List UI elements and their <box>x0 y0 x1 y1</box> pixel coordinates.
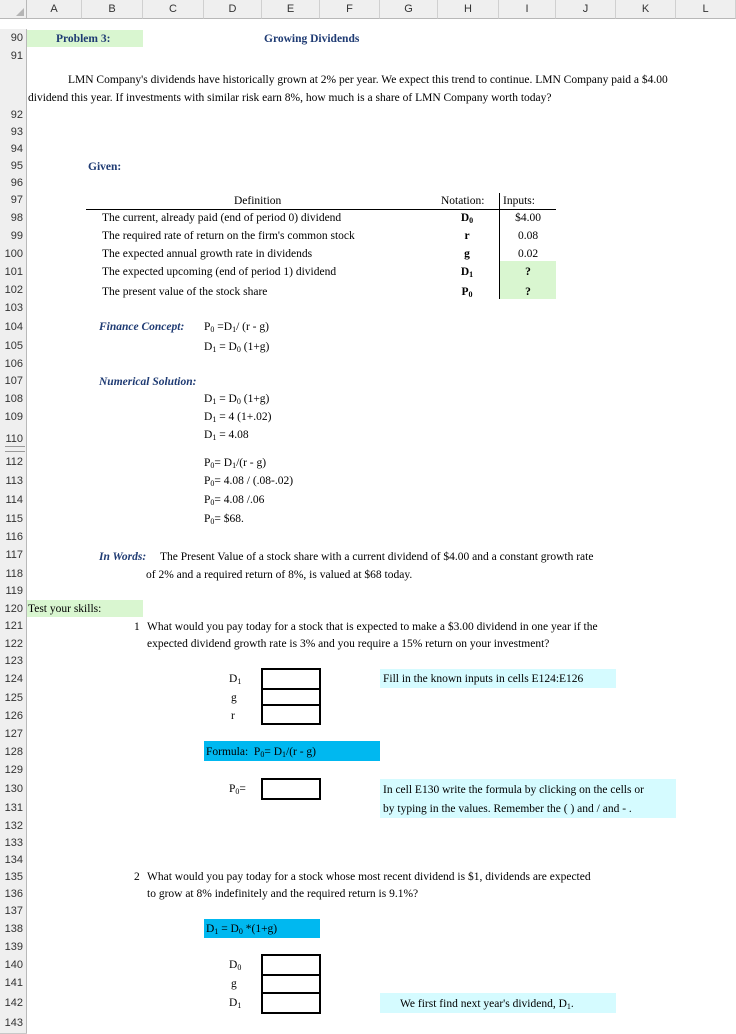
q1-input-label-g: g <box>231 692 237 704</box>
row-header[interactable]: 129 <box>0 761 27 779</box>
row-header[interactable]: 107 <box>0 373 27 390</box>
in-words-label: In Words: <box>99 551 147 563</box>
row-header[interactable]: 95 <box>0 157 27 175</box>
q2-line2: to grow at 8% indefinitely and the required return is 9.1%? <box>147 888 419 900</box>
inputs-header: Inputs: <box>503 195 535 207</box>
q1-input-label-d1: $D_1$ <box>229 673 242 686</box>
row-header[interactable]: 113 <box>0 472 27 491</box>
given-label: Given: <box>88 161 122 173</box>
row-header[interactable]: 122 <box>0 635 27 653</box>
q2-input-g[interactable] <box>261 974 321 994</box>
q2-input-d0[interactable] <box>261 954 321 976</box>
q1-hint2-line2: by typing in the values. Remember the ( ) and / and - . <box>383 803 632 815</box>
q1-p0-input[interactable] <box>261 778 321 800</box>
row-header[interactable]: 134 <box>0 852 27 869</box>
row-header[interactable]: 93 <box>0 123 27 141</box>
concept-formula-1: $P_0 =D_1/$ (r - g) <box>204 321 269 334</box>
given-definition: The required rate of return on the firm's common stock <box>102 230 355 242</box>
given-input-value[interactable]: 0.02 <box>517 248 539 260</box>
q1-p0-label: $P_0=$ <box>229 783 246 796</box>
row-header[interactable]: 127 <box>0 725 27 743</box>
row-header[interactable]: 109 <box>0 408 27 426</box>
row-header[interactable]: 114 <box>0 491 27 510</box>
column-header-k[interactable]: K <box>616 0 676 19</box>
given-definition: The present value of the stock share <box>102 286 268 298</box>
question-text: LMN Company's dividends have historically grown at 2% per year. We expect this trend to continue. LMN Company paid a $4.00 dividend this year. If investments with similar risk earn 8%, how much is a share of LMN Company worth today? <box>28 74 668 104</box>
row-header[interactable]: 117 <box>0 546 27 565</box>
row-header[interactable]: 91 <box>0 47 27 65</box>
hidden-row-marker <box>5 446 25 452</box>
row-header[interactable]: 116 <box>0 528 27 546</box>
problem-title: Growing Dividends <box>264 33 360 45</box>
column-header-f[interactable]: F <box>320 0 380 19</box>
in-words-line1: The Present Value of a stock share with a current dividend of $4.00 and a constant growth rate <box>160 551 594 563</box>
row-header[interactable]: 141 <box>0 974 27 993</box>
row-header[interactable]: 135 <box>0 869 27 886</box>
row-header[interactable]: 96 <box>0 175 27 192</box>
given-definition: The expected annual growth rate in dividends <box>102 248 313 260</box>
row-header[interactable]: 100 <box>0 245 27 263</box>
q1-number: 1 <box>134 621 140 633</box>
q1-line1: What would you pay today for a stock that is expected to make a $3.00 dividend in one year if the <box>147 621 598 633</box>
given-input-value[interactable]: ? <box>525 286 531 298</box>
q1-input-r[interactable] <box>261 704 321 725</box>
solution-line: $D_1 = 4$ (1+.02) <box>204 411 272 424</box>
solution-line: $P_0= D_1/(r - g)$ <box>204 457 267 470</box>
q2-input-d1[interactable] <box>261 992 321 1014</box>
solution-line: $P_0=$ $68. <box>204 513 244 526</box>
concept-formula-2: $D_1 = D_0$ (1+g) <box>204 341 270 354</box>
column-header-e[interactable]: E <box>262 0 320 19</box>
column-header-c[interactable]: C <box>143 0 204 19</box>
column-header-g[interactable]: G <box>380 0 438 19</box>
solution-line: $D_1 = D_0$ (1+g) <box>204 393 270 406</box>
q2-formula: $D_1 = D_0$ *(1+g) <box>206 923 278 936</box>
given-notation: $D_0$ <box>460 212 474 225</box>
q2-line1: What would you pay today for a stock whose most recent dividend is $1, dividends are expected <box>147 871 591 883</box>
row-header[interactable]: 115 <box>0 510 27 528</box>
given-definition: The expected upcoming (end of period 1) dividend <box>102 266 337 278</box>
q1-hint2-line1: In cell E130 write the formula by clicking on the cells or <box>383 784 644 796</box>
column-header-d[interactable]: D <box>204 0 262 19</box>
given-notation: $P_0$ <box>461 286 473 299</box>
q2-input-label-g: g <box>231 978 237 990</box>
row-header[interactable]: 142 <box>0 993 27 1013</box>
given-notation: $D_1$ <box>460 266 474 279</box>
select-all-corner[interactable] <box>0 0 27 19</box>
q1-line2: expected dividend growth rate is 3% and you require a 15% return on your investment? <box>147 638 550 650</box>
row-header[interactable]: 108 <box>0 390 27 408</box>
row-header[interactable]: 97 <box>0 192 27 209</box>
q2-hint: We first find next year's dividend, $D_1$. <box>400 998 574 1011</box>
row-header[interactable]: 102 <box>0 281 27 299</box>
row-header[interactable]: 92 <box>0 65 27 123</box>
row-header[interactable]: 120 <box>0 600 27 618</box>
row-header[interactable]: 133 <box>0 835 27 852</box>
inputs-divider <box>499 193 500 299</box>
row-header[interactable]: 140 <box>0 956 27 974</box>
in-words-line2: of 2% and a required return of 8%, is valued at $68 today. <box>146 569 413 581</box>
row-header[interactable]: 121 <box>0 618 27 635</box>
row-header[interactable]: 125 <box>0 689 27 707</box>
solution-line: $P_0= 4.08 / (.08-.02)$ <box>204 475 294 488</box>
row-header[interactable]: 128 <box>0 743 27 761</box>
row-header[interactable]: 136 <box>0 886 27 903</box>
row-header[interactable]: 126 <box>0 707 27 725</box>
row-header[interactable]: 110 <box>0 426 27 452</box>
notation-header: Notation: <box>441 195 485 207</box>
column-header-i[interactable]: I <box>499 0 556 19</box>
row-header[interactable]: 137 <box>0 903 27 920</box>
row-header[interactable]: 131 <box>0 799 27 817</box>
given-definition: The current, already paid (end of period 0) dividend <box>102 212 342 224</box>
test-skills-label: Test your skills: <box>28 603 102 615</box>
column-header-a[interactable]: A <box>27 0 82 19</box>
q1-input-d1[interactable] <box>261 668 321 690</box>
column-header-b[interactable]: B <box>82 0 143 19</box>
solution-label: Numerical Solution: <box>99 376 197 388</box>
column-header-l[interactable]: L <box>676 0 736 19</box>
row-header[interactable]: 103 <box>0 299 27 317</box>
row-header[interactable]: 139 <box>0 938 27 956</box>
given-input-value[interactable]: ? <box>525 266 531 278</box>
row-header[interactable]: 101 <box>0 263 27 281</box>
row-header[interactable]: 104 <box>0 317 27 337</box>
row-header[interactable]: 119 <box>0 583 27 600</box>
q2-number: 2 <box>134 871 140 883</box>
problem-label: Problem 3: <box>56 33 111 45</box>
row-header[interactable]: 106 <box>0 355 27 373</box>
row-header[interactable]: 130 <box>0 779 27 799</box>
row-header[interactable]: 118 <box>0 565 27 583</box>
row-header[interactable]: 132 <box>0 817 27 835</box>
row-header[interactable]: 105 <box>0 337 27 355</box>
row-header[interactable]: 94 <box>0 141 27 157</box>
row-header[interactable]: 99 <box>0 227 27 245</box>
definition-header: Definition <box>234 195 282 207</box>
row-header[interactable]: 98 <box>0 209 27 227</box>
row-header[interactable]: 124 <box>0 670 27 689</box>
q2-input-label-d1: $D_1$ <box>229 997 242 1010</box>
given-notation: r <box>464 230 470 242</box>
row-header[interactable]: 138 <box>0 920 27 938</box>
concept-label: Finance Concept: <box>99 321 185 333</box>
q1-formula: Formula: $P_0= D_1/(r - g)$ <box>206 746 317 759</box>
q1-input-label-r: r <box>231 710 235 722</box>
q2-input-label-d0: $D_0$ <box>229 959 242 972</box>
column-header-j[interactable]: J <box>556 0 616 19</box>
row-header[interactable]: 143 <box>0 1013 27 1033</box>
q1-hint-inputs: Fill in the known inputs in cells E124:E126 <box>383 673 584 685</box>
given-notation: g <box>464 248 470 260</box>
given-input-value[interactable]: 0.08 <box>517 230 539 242</box>
given-input-value[interactable]: $4.00 <box>515 212 541 224</box>
row-header[interactable]: 112 <box>0 452 27 472</box>
solution-line: $P_0= 4.08$ /.06 <box>204 494 265 507</box>
solution-line: $D_1 = 4.08$ <box>204 429 249 442</box>
row-header[interactable]: 90 <box>0 29 27 47</box>
column-header-h[interactable]: H <box>438 0 499 19</box>
row-header[interactable]: 123 <box>0 653 27 670</box>
